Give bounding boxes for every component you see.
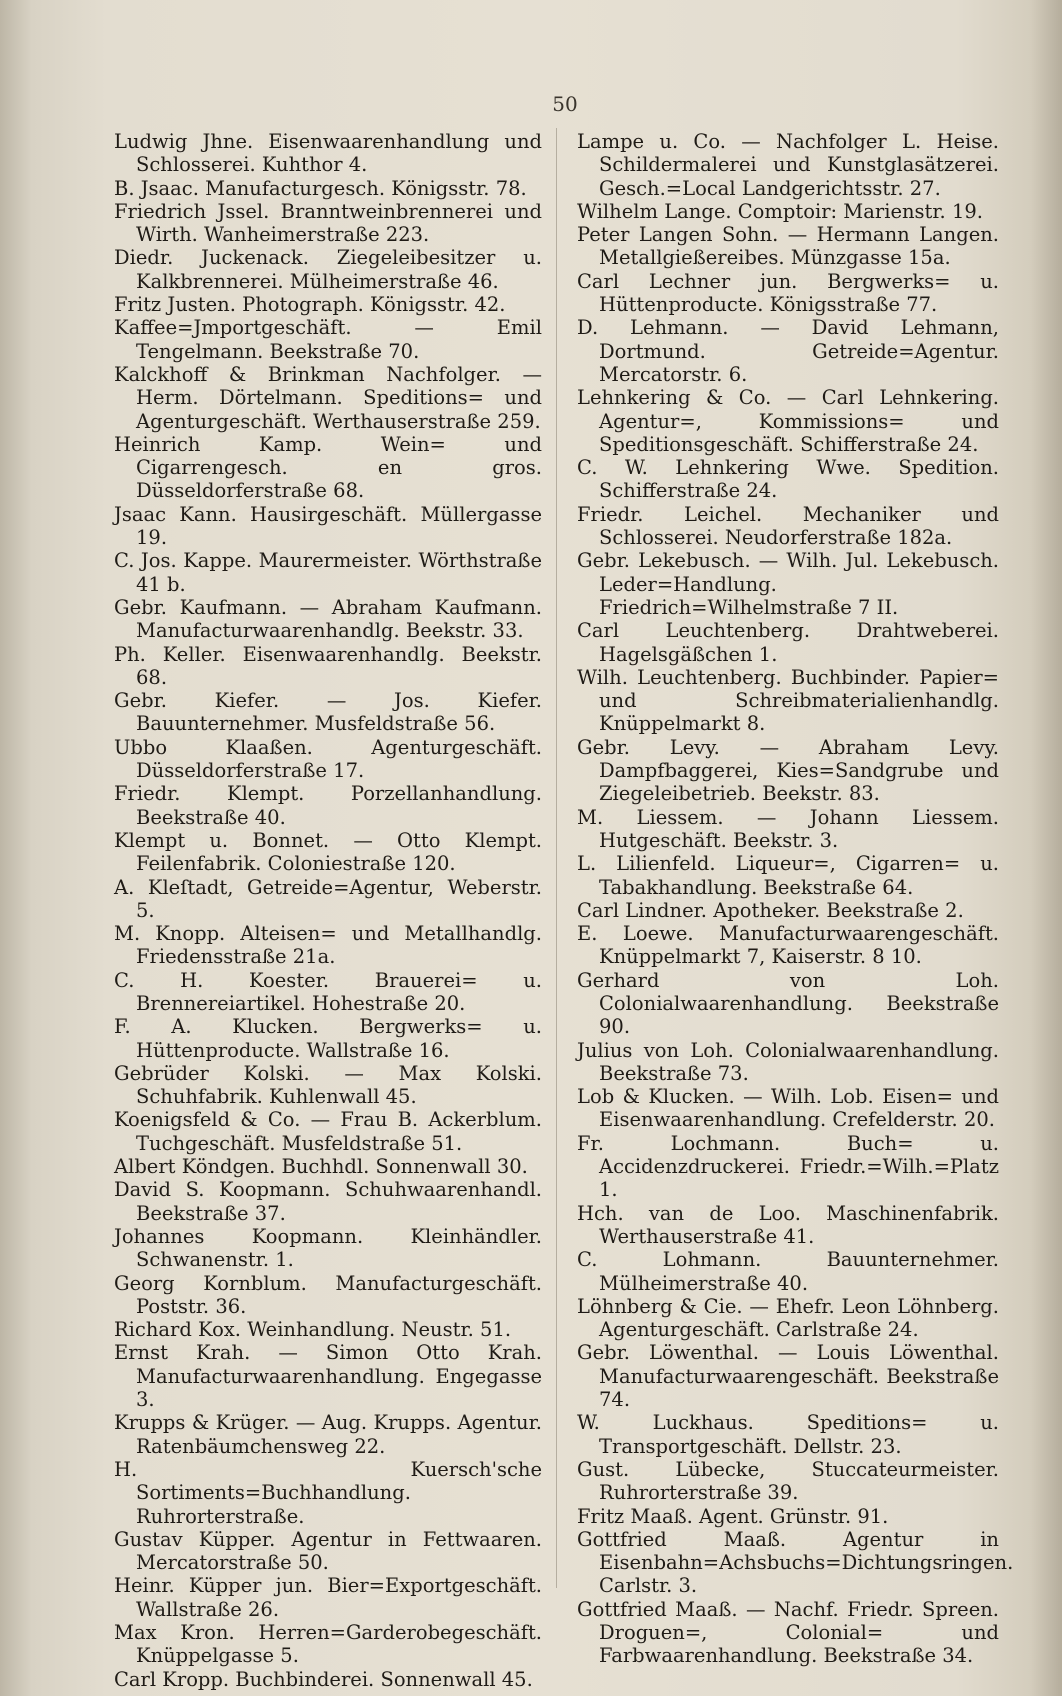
directory-entry: Fritz Maaß. Agent. Grünstr. 91. bbox=[577, 1504, 889, 1528]
directory-entry: Gebr. Levy. — Abraham Levy. Dampfbaggerei, Kies=Sandgrube und Ziegeleibetrieb. Beekstr. 83. bbox=[577, 735, 999, 806]
directory-entry: Friedrich Jssel. Branntweinbrennerei und Wirth. Wanheimerstraße 223. bbox=[114, 199, 542, 247]
directory-entry: Friedr. Klempt. Porzellanhandlung. Beekstraße 40. bbox=[114, 782, 542, 829]
directory-entry: Fritz Justen. Photograph. Königsstr. 42. bbox=[114, 293, 506, 317]
directory-entry: Johannes Koopmann. Kleinhändler. Schwanenstr. 1. bbox=[114, 1224, 542, 1272]
directory-entry: F. A. Klucken. Bergwerks= u. Hüttenproducte. Wallstraße 16. bbox=[114, 1015, 542, 1062]
directory-entry: Gebr. Löwenthal. — Louis Löwenthal. Manufacturwaarengeschäft. Beekstraße 74. bbox=[577, 1341, 999, 1412]
directory-entry: Klempt u. Bonnet. — Otto Klempt. Feilenfabrik. Coloniestraße 120. bbox=[114, 828, 542, 876]
directory-entry: Carl Kropp. Buchbinderei. Sonnenwall 45. bbox=[114, 1667, 533, 1691]
directory-entry: W. Luckhaus. Speditions= u. Transportgeschäft. Dellstr. 23. bbox=[577, 1411, 999, 1458]
directory-entry: M. Liessem. — Johann Liessem. Hutgeschäft. Beekstr. 3. bbox=[577, 805, 999, 852]
directory-entry: Gust. Lübecke, Stuccateurmeister. Ruhrorterstraße 39. bbox=[577, 1457, 999, 1505]
directory-entry: Georg Kornblum. Manufacturgeschäft. Poststr. 36. bbox=[114, 1271, 542, 1318]
directory-entry: Wilhelm Lange. Comptoir: Marienstr. 19. bbox=[577, 199, 983, 223]
directory-entry: E. Loewe. Manufacturwaarengeschäft. Knüppelmarkt 7, Kaiserstr. 8 10. bbox=[577, 922, 999, 969]
directory-entry: Gerhard von Loh. Colonialwaarenhandlung. Beekstraße 90. bbox=[577, 968, 999, 1039]
directory-entry: Julius von Loh. Colonialwaarenhandlung. Beekstraße 73. bbox=[577, 1038, 999, 1085]
directory-entry: D. Lehmann. — David Lehmann, Dortmund. Getreide=Agentur. Mercatorstr. 6. bbox=[577, 316, 999, 386]
directory-entry: Gebr. Kiefer. — Jos. Kiefer. Bauunternehmer. Musfeldstraße 56. bbox=[114, 689, 542, 736]
left-column bbox=[114, 130, 542, 1691]
directory-entry: Carl Leuchtenberg. Drahtweberei. Hagelsgäßchen 1. bbox=[577, 619, 999, 666]
directory-entry: Ubbo Klaaßen. Agenturgeschäft. Düsseldorferstraße 17. bbox=[114, 735, 542, 783]
directory-entry: Löhnberg & Cie. — Ehefr. Leon Löhnberg. Agenturgeschäft. Carlstraße 24. bbox=[577, 1294, 999, 1342]
directory-entry: Carl Lechner jun. Bergwerks= u. Hüttenproducte. Königsstraße 77. bbox=[577, 269, 999, 317]
directory-entry: B. Jsaac. Manufacturgesch. Königsstr. 78. bbox=[114, 176, 527, 200]
directory-entry: C. Lohmann. Bauunternehmer. Mülheimerstraße 40. bbox=[577, 1248, 999, 1295]
directory-entry: Wilh. Leuchtenberg. Buchbinder. Papier= und Schreibmaterialienhandlg. Knüppelmarkt 8. bbox=[577, 665, 999, 736]
right-column bbox=[577, 130, 1014, 1668]
directory-entry: Ernst Krah. — Simon Otto Krah. Manufacturwaarenhandlung. Engegasse 3. bbox=[114, 1341, 542, 1412]
directory-entry: Heinrich Kamp. Wein= und Cigarrengesch. en gros. Düsseldorferstraße 68. bbox=[114, 432, 542, 503]
directory-entry: Lob & Klucken. — Wilh. Lob. Eisen= und Eisenwaarenhandlung. Crefelderstr. 20. bbox=[577, 1085, 999, 1132]
directory-entry: C. W. Lehnkering Wwe. Spedition. Schifferstraße 24. bbox=[577, 456, 999, 503]
directory-entry: Jsaac Kann. Hausirgeschäft. Müllergasse 19. bbox=[114, 502, 542, 550]
directory-entry: Gebr. Kaufmann. — Abraham Kaufmann. Manufacturwaarenhandlg. Beekstr. 33. bbox=[114, 595, 542, 643]
directory-entry: Carl Lindner. Apotheker. Beekstraße 2. bbox=[577, 898, 964, 922]
directory-entry: C. Jos. Kappe. Maurermeister. Wörthstraße 41 b. bbox=[114, 549, 542, 596]
directory-entry: Fr. Lochmann. Buch= u. Accidenzdruckerei. Friedr.=Wilh.=Platz 1. bbox=[577, 1131, 999, 1202]
directory-entry: A. Kleſtadt, Getreide=Agentur, Weberstr. 5. bbox=[114, 875, 542, 922]
directory-entry: Hch. van de Loo. Maschinenfabrik. Werthauserstraße 41. bbox=[577, 1201, 999, 1248]
directory-entry: Friedr. Leichel. Mechaniker und Schlosserei. Neudorferstraße 182a. bbox=[577, 502, 999, 550]
directory-entry: Max Kron. Herren=Garderobegeschäft. Knüppelgasse 5. bbox=[114, 1621, 542, 1668]
directory-entry: C. H. Koester. Brauerei= u. Brennereiartikel. Hohestraße 20. bbox=[114, 968, 542, 1015]
column-divider bbox=[556, 128, 557, 1588]
directory-entry: Richard Kox. Weinhandlung. Neustr. 51. bbox=[114, 1318, 512, 1342]
directory-entry: H. Kuersch'sche Sortiments=Buchhandlung. Ruhrorterstraße. bbox=[114, 1457, 542, 1528]
directory-entry: Krupps & Krüger. — Aug. Krupps. Agentur. Ratenbäumchensweg 22. bbox=[114, 1411, 542, 1458]
directory-entry: Ph. Keller. Eisenwaarenhandlg. Beekstr. 68. bbox=[114, 642, 542, 689]
directory-entry: Lehnkering & Co. — Carl Lehnkering. Agentur=, Kommissions= und Speditionsgeschäft. Schifferstraße 24. bbox=[577, 386, 999, 456]
directory-entry: Gottfried Maaß. — Nachf. Friedr. Spreen. Droguen=, Colonial= und Farbwaarenhandlung. Beekstraße 34. bbox=[577, 1597, 999, 1668]
directory-entry: Albert Köndgen. Buchhdl. Sonnenwall 30. bbox=[114, 1155, 528, 1179]
directory-entry: Kaffee=Jmportgeschäft. — Emil Tengelmann. Beekstraße 70. bbox=[114, 316, 542, 363]
directory-entry: Kalckhoff & Brinkman Nachfolger. — Herm. Dörtelmann. Speditions= und Agenturgeschäft. Werthauserstraße 259. bbox=[114, 362, 542, 433]
directory-entry: David S. Koopmann. Schuhwaarenhandl. Beekstraße 37. bbox=[114, 1178, 542, 1225]
directory-entry: Gustav Küpper. Agentur in Fettwaaren. Mercatorstraße 50. bbox=[114, 1527, 542, 1575]
directory-entry: Gebr. Lekebusch. — Wilh. Jul. Lekebusch. Leder=Handlung. Friedrich=Wilhelmstraße 7 II. bbox=[577, 549, 999, 619]
directory-entry: Diedr. Juckenack. Ziegeleibesitzer u. Kalkbrennerei. Mülheimerstraße 46. bbox=[114, 246, 542, 293]
directory-entry: Peter Langen Sohn. — Hermann Langen. Metallgießereibes. Münzgasse 15a. bbox=[577, 223, 999, 270]
directory-entry: Heinr. Küpper jun. Bier=Exportgeschäft. Wallstraße 26. bbox=[114, 1574, 542, 1621]
directory-entry: Koenigsfeld & Co. — Frau B. Ackerblum. Tuchgeschäft. Musfeldstraße 51. bbox=[114, 1108, 542, 1155]
directory-entry: L. Lilienfeld. Liqueur=, Cigarren= u. Tabakhandlung. Beekstraße 64. bbox=[577, 852, 999, 899]
directory-entry: Gebrüder Kolski. — Max Kolski. Schuhfabrik. Kuhlenwall 45. bbox=[114, 1061, 542, 1109]
directory-entry: M. Knopp. Alteisen= und Metallhandlg. Friedensstraße 21a. bbox=[114, 922, 542, 969]
directory-entry: Gottfried Maaß. Agentur in Eisenbahn=Achsbuchs=Dichtungsringen. Carlstr. 3. bbox=[577, 1527, 1014, 1598]
page-number: 50 bbox=[552, 92, 578, 116]
directory-entry: Lampe u. Co. — Nachfolger L. Heise. Schildermalerei und Kunstglasätzerei. Gesch.=Local Landgerichtsstr. 27. bbox=[577, 130, 999, 200]
directory-entry: Ludwig Jhne. Eisenwaarenhandlung und Schlosserei. Kuhthor 4. bbox=[114, 130, 542, 177]
